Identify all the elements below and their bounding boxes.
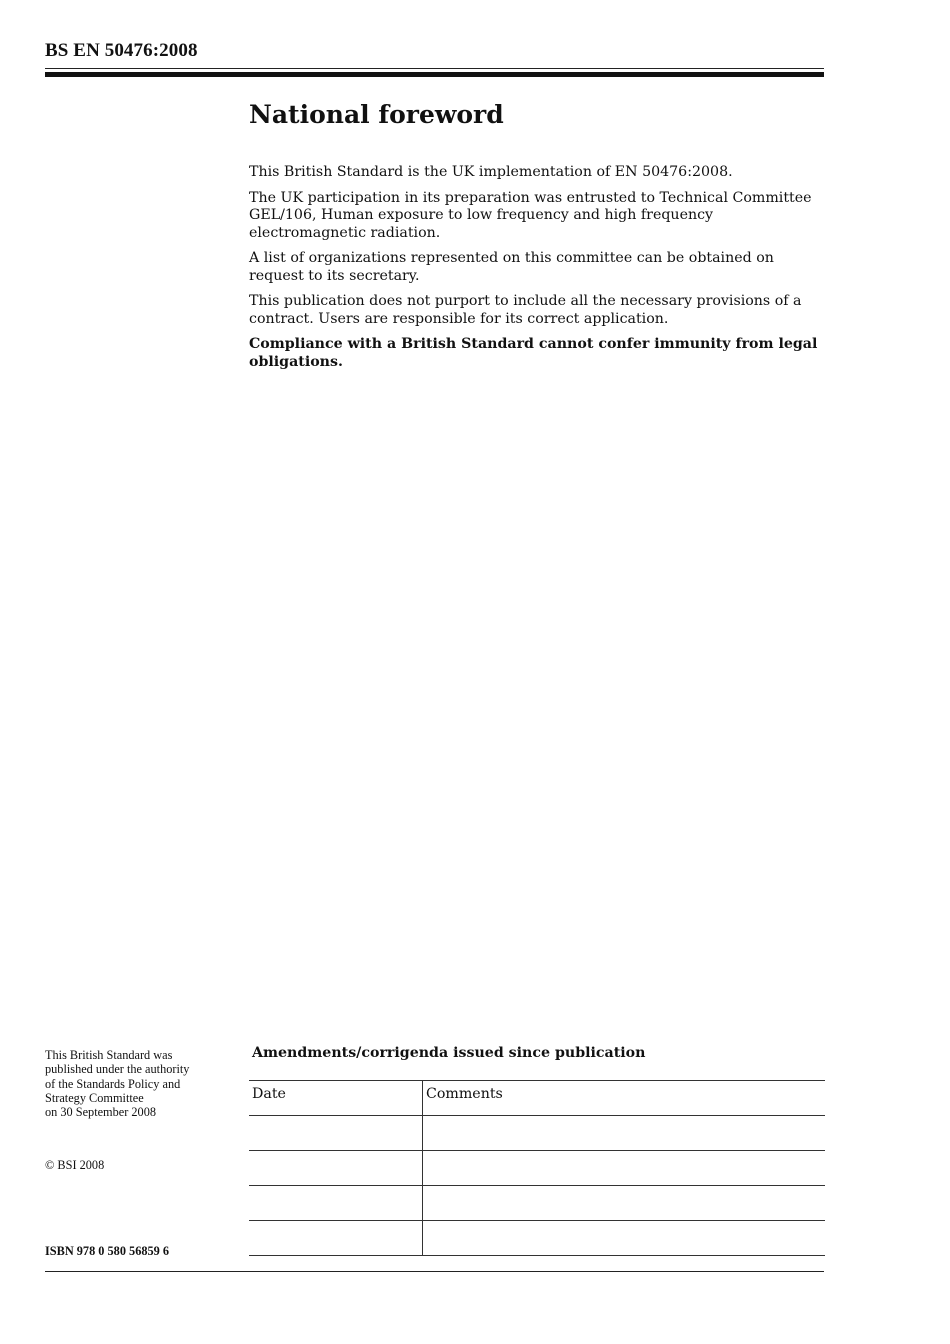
date-cell [249,1151,423,1186]
table-row [249,1221,825,1256]
paragraph-participation: The UK participation in its preparation was entrusted to Technical Committee GEL/106, Human exposure to low frequency and high frequency electromagnetic radiation. [249,189,812,241]
date-cell [249,1186,423,1221]
publication-note: This British Standard was published under the authority of the Standards Policy and Strategy Committee on 30 September 2008 [45,1048,190,1120]
paragraph-compliance: Compliance with a British Standard cannot confer immunity from legal obligations. [249,336,818,370]
paragraph-implementation: This British Standard is the UK implementation of EN 50476:2008. [249,164,733,180]
amendments-heading: Amendments/corrigenda issued since publication [252,1045,646,1061]
page-title: National foreword [249,100,504,129]
comments-cell [423,1116,826,1151]
column-header-comments: Comments [423,1081,826,1116]
column-header-date: Date [249,1081,423,1116]
paragraph-organizations: A list of organizations represented on this committee can be obtained on request to its secretary. [249,250,774,284]
paragraph-disclaimer: This publication does not purport to include all the necessary provisions of a contract. Users are responsible for its correct application. [249,293,802,327]
publication-sidebar [45,1048,240,1172]
comments-cell [423,1186,826,1221]
date-cell [249,1116,423,1151]
table-header-row [249,1081,825,1116]
date-cell [249,1221,423,1256]
amendments-table [249,1080,825,1256]
copyright-notice: © BSI 2008 [45,1158,105,1172]
header-thick-rule [45,72,824,77]
header-thin-rule [45,68,824,69]
document-id: BS EN 50476:2008 [45,40,198,61]
isbn-number: ISBN 978 0 580 56859 6 [45,1244,170,1258]
comments-cell [423,1151,826,1186]
table-row [249,1186,825,1221]
footer-rule [45,1271,824,1272]
foreword-body [249,164,829,379]
table-row [249,1151,825,1186]
comments-cell [423,1221,826,1256]
table-row [249,1116,825,1151]
